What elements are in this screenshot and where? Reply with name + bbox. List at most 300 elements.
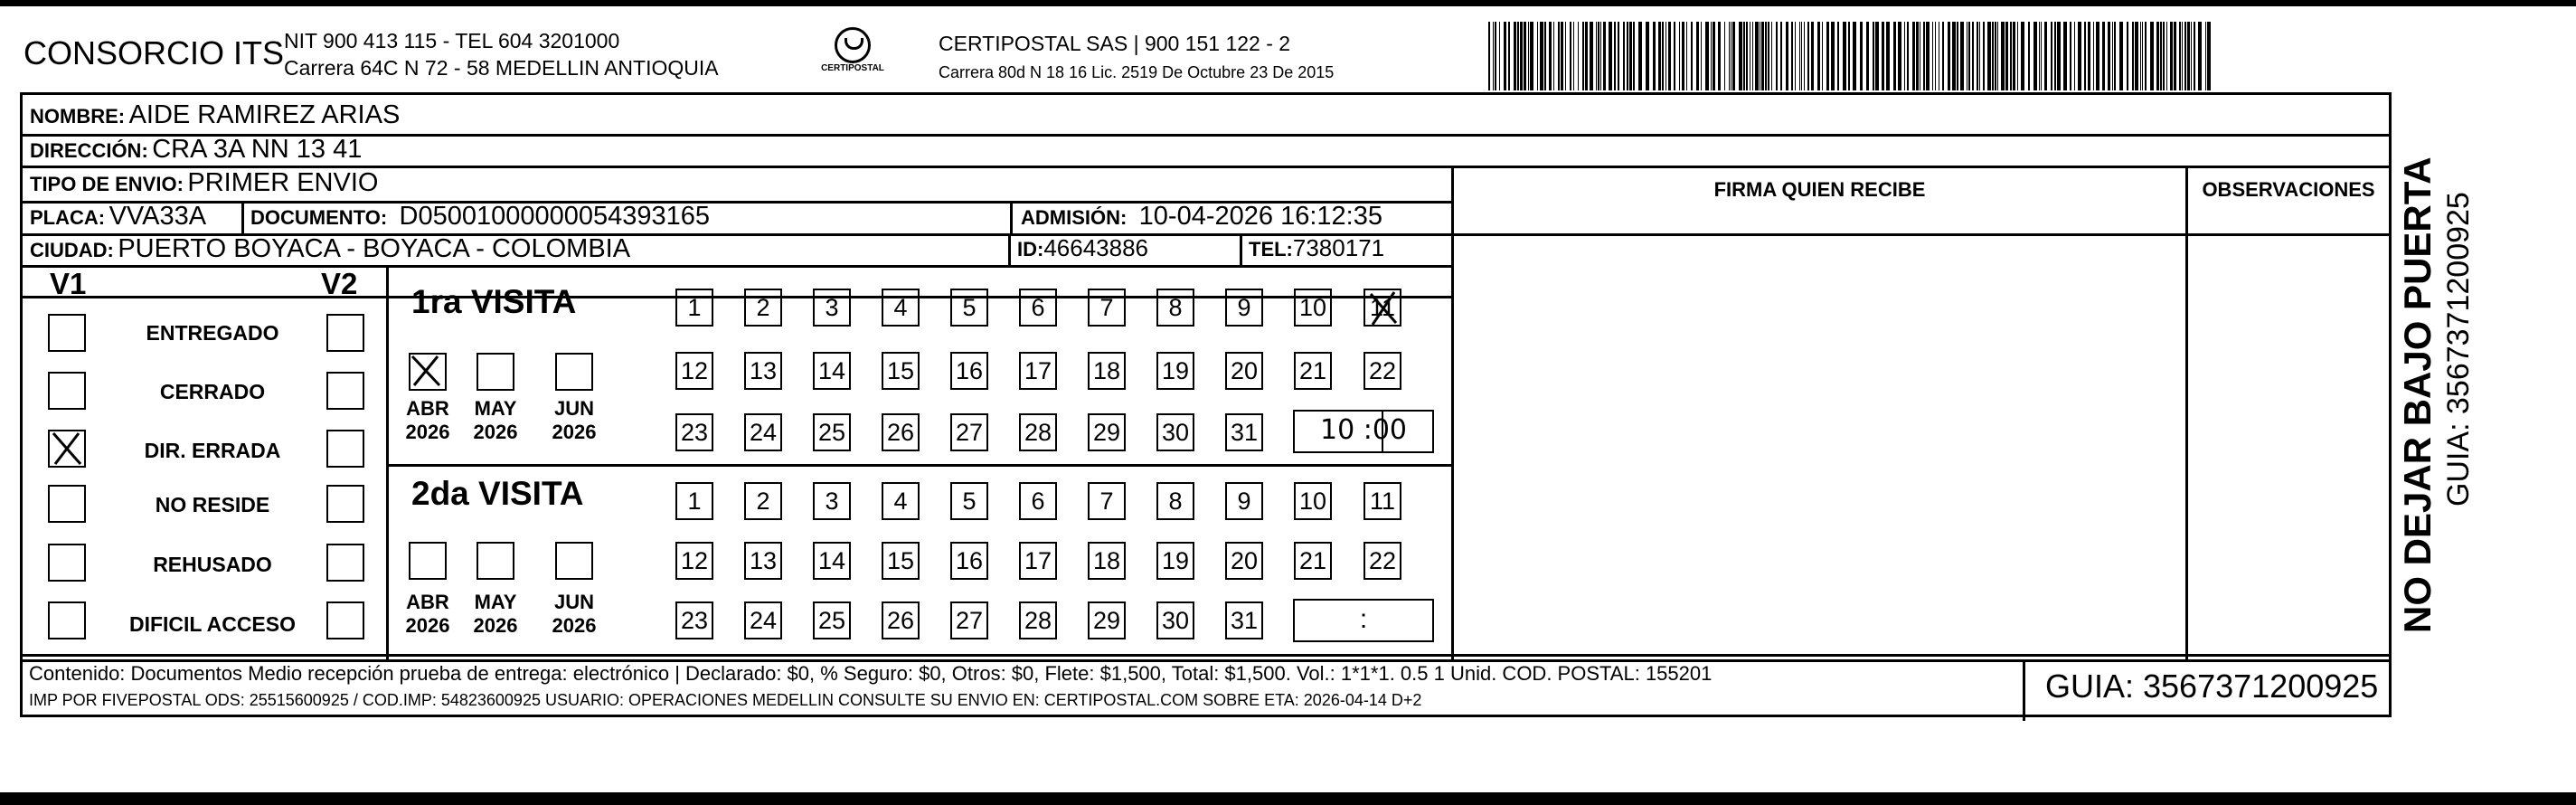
documento-field: DOCUMENTO: D05001000000054393165 xyxy=(250,202,711,231)
day-number: 5 xyxy=(962,488,977,515)
barcode-bar xyxy=(1565,22,1566,90)
barcode-bar xyxy=(1701,22,1702,90)
day-checkbox[interactable] xyxy=(813,352,851,390)
footer-guia: GUIA: 3567371200925 xyxy=(2045,668,2379,705)
barcode-bar xyxy=(1614,22,1616,90)
barcode-bar xyxy=(2096,22,2099,90)
status-v1-checkbox[interactable] xyxy=(48,430,86,468)
day-checkbox[interactable] xyxy=(744,542,782,580)
day-number: 21 xyxy=(1298,547,1327,574)
barcode-bar xyxy=(1679,22,1680,90)
day-number: 25 xyxy=(817,607,846,634)
barcode-bar xyxy=(1514,22,1516,90)
day-number: 27 xyxy=(955,419,984,446)
day-checkbox[interactable] xyxy=(950,289,988,327)
barcode-bar xyxy=(1987,22,1991,90)
day-checkbox[interactable] xyxy=(882,542,920,580)
day-number: 8 xyxy=(1168,488,1183,515)
barcode-bar xyxy=(1573,22,1574,90)
day-checkbox[interactable] xyxy=(1225,542,1263,580)
carrier-info xyxy=(939,29,1334,87)
barcode-bar xyxy=(2182,22,2183,90)
day-number: 6 xyxy=(1031,488,1045,515)
status-v2-checkbox[interactable] xyxy=(326,372,364,410)
barcode-bar xyxy=(1860,22,1863,90)
barcode-bar xyxy=(1623,22,1625,90)
barcode-bar xyxy=(2033,22,2037,90)
divider xyxy=(23,265,1451,268)
day-checkbox[interactable] xyxy=(1019,542,1057,580)
nombre-value: AIDE RAMIREZ ARIAS xyxy=(128,100,401,129)
day-number: 29 xyxy=(1092,419,1121,446)
day-checkbox[interactable] xyxy=(1363,352,1401,390)
day-checkbox[interactable] xyxy=(744,413,782,451)
barcode-bar xyxy=(2184,22,2186,90)
tipo-envio-field: TIPO DE ENVIO: PRIMER ENVIO xyxy=(30,168,379,197)
shipping-form xyxy=(20,92,2392,657)
barcode-bar xyxy=(1705,22,1709,90)
barcode-bar xyxy=(2145,22,2147,90)
day-number: 13 xyxy=(749,547,778,574)
barcode-bar xyxy=(1558,22,1560,90)
divider xyxy=(2185,166,2188,659)
documento-value: D05001000000054393165 xyxy=(399,202,711,231)
barcode-bar xyxy=(1553,22,1554,90)
barcode-bar xyxy=(1711,22,1712,90)
barcode-bar xyxy=(2017,22,2018,90)
day-checkbox[interactable] xyxy=(744,482,782,520)
day-checkbox[interactable] xyxy=(1225,601,1263,639)
company-nit: NIT 900 413 115 - TEL 604 3201000 xyxy=(284,29,620,52)
day-checkbox[interactable] xyxy=(1294,352,1332,390)
id-value: 46643886 xyxy=(1043,234,1149,261)
v1-header: V1 xyxy=(50,267,87,300)
day-number: 2 xyxy=(756,488,770,515)
barcode-bar xyxy=(1765,22,1767,90)
day-checkbox[interactable] xyxy=(1363,482,1401,520)
status-label: ENTREGADO xyxy=(146,321,279,345)
barcode-bar xyxy=(1935,22,1936,90)
logo-text: CERTIPOSTAL xyxy=(821,63,884,73)
day-checkbox[interactable] xyxy=(950,482,988,520)
day-number: 19 xyxy=(1161,547,1190,574)
firma-header: FIRMA QUIEN RECIBE xyxy=(1713,178,1926,201)
barcode-bar xyxy=(1530,22,1533,90)
barcode-bar xyxy=(2207,22,2211,90)
barcode-bar xyxy=(1629,22,1632,90)
day-number: 31 xyxy=(1230,607,1259,634)
visit1-time[interactable]: 10 :00 xyxy=(1293,410,1434,453)
day-checkbox[interactable] xyxy=(813,601,851,639)
barcode-bar xyxy=(1646,22,1649,90)
day-checkbox[interactable] xyxy=(1225,352,1263,390)
day-checkbox[interactable] xyxy=(950,413,988,451)
barcode-bar xyxy=(2150,22,2154,90)
month-name: MAY xyxy=(474,397,517,420)
barcode-bar xyxy=(1732,22,1735,90)
day-number: 13 xyxy=(749,357,778,384)
day-checkbox[interactable] xyxy=(1294,542,1332,580)
day-checkbox[interactable] xyxy=(675,601,713,639)
day-number: 7 xyxy=(1099,488,1114,515)
barcode-bar xyxy=(1804,22,1805,90)
day-number: 5 xyxy=(962,294,977,321)
day-number: 18 xyxy=(1092,357,1121,384)
day-number: 24 xyxy=(749,607,778,634)
status-v1-checkbox[interactable] xyxy=(48,314,86,352)
barcode-bar xyxy=(1882,22,1884,90)
month-year: 2026 xyxy=(552,614,597,637)
barcode-bar xyxy=(1957,22,1958,90)
top-border xyxy=(0,0,2576,6)
barcode-bar xyxy=(2028,22,2030,90)
barcode-bar xyxy=(1713,22,1715,90)
barcode-bar xyxy=(1582,22,1584,90)
barcode-bar xyxy=(2166,22,2167,90)
month-name: JUN xyxy=(553,397,594,420)
day-number: 28 xyxy=(1024,419,1052,446)
month-checkbox[interactable] xyxy=(409,542,447,580)
day-checkbox[interactable] xyxy=(744,601,782,639)
day-checkbox[interactable] xyxy=(1294,482,1332,520)
barcode-bar xyxy=(1508,22,1510,90)
day-checkbox[interactable] xyxy=(1088,289,1126,327)
day-checkbox[interactable] xyxy=(1156,542,1194,580)
barcode-bar xyxy=(2039,22,2040,90)
check-x-icon xyxy=(48,430,86,468)
barcode-bar xyxy=(1977,22,1978,90)
month-checkbox[interactable] xyxy=(477,542,514,580)
month-checkbox[interactable] xyxy=(555,353,593,391)
barcode-bar xyxy=(2044,22,2047,90)
day-number: 8 xyxy=(1168,294,1183,321)
barcode-bar xyxy=(1923,22,1925,90)
day-number: 23 xyxy=(680,419,709,446)
day-checkbox[interactable] xyxy=(1156,289,1194,327)
barcode-bar xyxy=(2187,22,2190,90)
day-checkbox[interactable] xyxy=(1225,413,1263,451)
month-year: 2026 xyxy=(405,421,450,443)
day-checkbox[interactable] xyxy=(1019,352,1057,390)
status-v2-checkbox[interactable] xyxy=(326,544,364,582)
barcode-bar xyxy=(2140,22,2141,90)
day-number: 9 xyxy=(1237,488,1251,515)
direccion-field: DIRECCIÓN: CRA 3A NN 13 41 xyxy=(30,135,363,164)
day-checkbox[interactable] xyxy=(882,601,920,639)
day-checkbox[interactable] xyxy=(1088,601,1126,639)
check-x-icon xyxy=(1363,289,1401,327)
side-guia: GUIA: 3567371200925 xyxy=(2441,192,2476,507)
day-number: 30 xyxy=(1161,419,1190,446)
month-checkbox[interactable] xyxy=(409,353,447,391)
barcode-bar xyxy=(1907,22,1909,90)
month-checkbox[interactable] xyxy=(555,542,593,580)
barcode-bar xyxy=(2205,22,2206,90)
barcode-bar xyxy=(1658,22,1661,90)
day-checkbox[interactable] xyxy=(675,413,713,451)
barcode-bar xyxy=(1873,22,1874,90)
barcode-bar xyxy=(1600,22,1601,90)
divider xyxy=(386,265,389,659)
barcode-bar xyxy=(1893,22,1896,90)
barcode-bar xyxy=(1570,22,1571,90)
month-year: 2026 xyxy=(473,614,518,637)
barcode-bar xyxy=(1674,22,1675,90)
day-number: 4 xyxy=(893,294,908,321)
day-checkbox[interactable] xyxy=(1088,352,1126,390)
month-name: ABR xyxy=(406,397,449,420)
day-checkbox[interactable] xyxy=(1156,482,1194,520)
day-checkbox[interactable] xyxy=(1088,482,1126,520)
day-number: 20 xyxy=(1230,357,1259,384)
day-checkbox[interactable] xyxy=(1363,289,1401,327)
barcode-bar xyxy=(1837,22,1839,90)
barcode-bar xyxy=(1682,22,1684,90)
day-number: 25 xyxy=(817,419,846,446)
ciudad-value: PUERTO BOYACA - BOYACA - COLOMBIA xyxy=(118,234,631,263)
day-checkbox[interactable] xyxy=(675,482,713,520)
barcode-bar xyxy=(2135,22,2138,90)
barcode-bar xyxy=(1638,22,1642,90)
barcode-bar xyxy=(1504,22,1506,90)
barcode-bar xyxy=(1886,22,1890,90)
day-checkbox[interactable] xyxy=(1088,542,1126,580)
day-number: 14 xyxy=(817,357,846,384)
status-label: DIR. ERRADA xyxy=(144,439,281,462)
barcode-bar xyxy=(1537,22,1538,90)
barcode-bar xyxy=(1653,22,1656,90)
barcode-bar xyxy=(1853,22,1856,90)
day-number: 21 xyxy=(1298,357,1327,384)
placa-value: VVA33A xyxy=(109,202,207,231)
month-label xyxy=(464,591,527,638)
barcode-bar xyxy=(1603,22,1606,90)
day-checkbox[interactable] xyxy=(950,542,988,580)
barcode-bar xyxy=(1916,22,1919,90)
barcode-bar xyxy=(1983,22,1985,90)
barcode-bar xyxy=(1590,22,1593,90)
barcode-bar xyxy=(1618,22,1619,90)
day-number: 26 xyxy=(886,607,915,634)
admision-value: 10-04-2026 16:12:35 xyxy=(1138,202,1382,231)
day-checkbox[interactable] xyxy=(1019,413,1057,451)
barcode-bar xyxy=(2021,22,2024,90)
barcode-bar xyxy=(1761,22,1764,90)
company-info xyxy=(284,27,719,81)
barcode-bar xyxy=(1585,22,1588,90)
barcode-bar xyxy=(1780,22,1782,90)
barcode-bar xyxy=(1549,22,1552,90)
day-checkbox[interactable] xyxy=(1019,601,1057,639)
day-checkbox[interactable] xyxy=(813,413,851,451)
day-checkbox[interactable] xyxy=(882,289,920,327)
day-checkbox[interactable] xyxy=(813,542,851,580)
day-number: 10 xyxy=(1298,488,1327,515)
barcode-bar xyxy=(1524,22,1526,90)
day-checkbox[interactable] xyxy=(813,289,851,327)
day-checkbox[interactable] xyxy=(1156,601,1194,639)
barcode-bar xyxy=(1875,22,1879,90)
day-number: 19 xyxy=(1161,357,1190,384)
barcode-bar xyxy=(2108,22,2110,90)
barcode-bar xyxy=(1696,22,1699,90)
ciudad-field: CIUDAD: PUERTO BOYACA - BOYACA - COLOMBIA xyxy=(30,234,631,263)
barcode-bar xyxy=(1968,22,1970,90)
month-checkbox[interactable] xyxy=(477,353,514,391)
barcode-bar xyxy=(2163,22,2165,90)
barcode-bar xyxy=(1811,22,1814,90)
month-label xyxy=(396,591,459,638)
id-field: ID:46643886 xyxy=(1017,234,1149,261)
footer-contenido: Contenido: Documentos Medio recepción prueba de entrega: electrónico | Declarado: $0, % Seguro: $0, Otros: $0, Flete: $1,500, Total: $1,500. Vol.: 1*1*1. 0.5 1 Unid. COD. POSTAL: 155201 xyxy=(29,662,1713,685)
barcode-bar xyxy=(1866,22,1869,90)
status-v1-checkbox[interactable] xyxy=(48,485,86,523)
check-x-icon xyxy=(409,353,447,391)
day-number: 18 xyxy=(1092,547,1121,574)
barcode-bar xyxy=(1848,22,1850,90)
divider xyxy=(386,464,1451,467)
day-checkbox[interactable] xyxy=(675,289,713,327)
barcode-bar xyxy=(1807,22,1809,90)
day-number: 1 xyxy=(687,488,702,515)
day-checkbox[interactable] xyxy=(1294,289,1332,327)
barcode-bar xyxy=(2194,22,2195,90)
status-v2-checkbox[interactable] xyxy=(326,485,364,523)
barcode-bar xyxy=(1843,22,1846,90)
barcode-bar xyxy=(2078,22,2081,90)
barcode-bar xyxy=(2041,22,2042,90)
barcode-bar xyxy=(1904,22,1905,90)
day-checkbox[interactable] xyxy=(1225,482,1263,520)
day-number: 6 xyxy=(1031,294,1045,321)
barcode-bar xyxy=(1932,22,1933,90)
barcode-bar xyxy=(2156,22,2159,90)
barcode-bar xyxy=(2010,22,2012,90)
observaciones-header: OBSERVACIONES xyxy=(2202,178,2375,201)
day-number: 20 xyxy=(1230,547,1259,574)
day-checkbox[interactable] xyxy=(813,482,851,520)
day-number: 27 xyxy=(955,607,984,634)
nombre-field: NOMBRE: AIDE RAMIREZ ARIAS xyxy=(30,100,401,129)
day-number: 23 xyxy=(680,607,709,634)
day-checkbox[interactable] xyxy=(1088,413,1126,451)
status-v2-checkbox[interactable] xyxy=(326,601,364,639)
day-checkbox[interactable] xyxy=(1363,542,1401,580)
month-year: 2026 xyxy=(552,421,597,443)
month-label xyxy=(543,397,606,444)
barcode-bar xyxy=(1912,22,1915,90)
barcode-bar xyxy=(1831,22,1835,90)
month-year: 2026 xyxy=(405,614,450,637)
divider xyxy=(1010,203,1013,234)
month-label xyxy=(396,397,459,444)
day-checkbox[interactable] xyxy=(950,601,988,639)
status-v2-checkbox[interactable] xyxy=(326,314,364,352)
day-checkbox[interactable] xyxy=(1019,289,1057,327)
barcode-bar xyxy=(2093,22,2094,90)
barcode-bar xyxy=(1493,22,1494,90)
tel-field: TEL:7380171 xyxy=(1249,234,1385,261)
day-checkbox[interactable] xyxy=(675,542,713,580)
status-label: NO RESIDE xyxy=(155,493,270,516)
barcode-bar xyxy=(1795,22,1796,90)
barcode-bar xyxy=(2013,22,2015,90)
visit1-title: 1ra VISITA xyxy=(411,283,577,320)
barcode-bar xyxy=(1598,22,1599,90)
barcode-bar xyxy=(1771,22,1772,90)
day-checkbox[interactable] xyxy=(744,289,782,327)
barcode-bar xyxy=(1752,22,1753,90)
footer-impresion: IMP POR FIVEPOSTAL ODS: 25515600925 / COD.IMP: 54823600925 USUARIO: OPERACIONES MEDELLIN CONSULTE SU ENVIO EN: CERTIPOSTAL.COM SOBRE ETA: 2026-04-14 D+2 xyxy=(29,691,1422,709)
barcode-bar xyxy=(2170,22,2173,90)
barcode-bar xyxy=(1768,22,1769,90)
barcode-bar xyxy=(1578,22,1579,90)
status-v1-checkbox[interactable] xyxy=(48,601,86,639)
barcode-bar xyxy=(1960,22,1964,90)
barcode-bar xyxy=(1791,22,1793,90)
barcode-bar xyxy=(1995,22,1996,90)
day-checkbox[interactable] xyxy=(744,352,782,390)
day-number: 1 xyxy=(687,294,702,321)
day-checkbox[interactable] xyxy=(1156,352,1194,390)
barcode-bar xyxy=(1776,22,1778,90)
day-number: 16 xyxy=(955,357,984,384)
day-number: 7 xyxy=(1099,294,1114,321)
day-number: 26 xyxy=(886,419,915,446)
divider xyxy=(1240,235,1242,265)
visit2-time[interactable]: : xyxy=(1293,599,1434,642)
barcode-bar xyxy=(1544,22,1546,90)
barcode-bar xyxy=(1561,22,1563,90)
barcode-bar xyxy=(2102,22,2105,90)
day-number: 17 xyxy=(1024,547,1052,574)
status-v2-checkbox[interactable] xyxy=(326,430,364,468)
tipo-envio-value: PRIMER ENVIO xyxy=(187,168,379,197)
barcode-bar xyxy=(1739,22,1742,90)
barcode-bar xyxy=(1972,22,1974,90)
day-checkbox[interactable] xyxy=(675,352,713,390)
day-number: 2 xyxy=(756,294,770,321)
status-v1-checkbox[interactable] xyxy=(48,544,86,582)
barcode-bar xyxy=(1596,22,1597,90)
barcode-bar xyxy=(1691,22,1693,90)
month-year: 2026 xyxy=(473,421,518,443)
status-v1-checkbox[interactable] xyxy=(48,372,86,410)
barcode-bar xyxy=(2198,22,2202,90)
barcode-bar xyxy=(1520,22,1523,90)
barcode-bar xyxy=(1627,22,1628,90)
day-number: 11 xyxy=(1369,294,1396,321)
day-checkbox[interactable] xyxy=(882,482,920,520)
barcode-bar xyxy=(2160,22,2162,90)
day-checkbox[interactable] xyxy=(882,413,920,451)
month-name: MAY xyxy=(474,591,517,613)
day-checkbox[interactable] xyxy=(1225,289,1263,327)
barcode-bar xyxy=(1540,22,1543,90)
day-checkbox[interactable] xyxy=(950,352,988,390)
barcode-bar xyxy=(1822,22,1823,90)
day-number: 4 xyxy=(893,488,908,515)
day-checkbox[interactable] xyxy=(1019,482,1057,520)
barcode-bar xyxy=(2119,22,2123,90)
barcode-bar xyxy=(2084,22,2086,90)
day-number: 10 xyxy=(1298,294,1327,321)
day-checkbox[interactable] xyxy=(882,352,920,390)
month-label xyxy=(464,397,527,444)
day-checkbox[interactable] xyxy=(1156,413,1194,451)
day-number: 16 xyxy=(955,547,984,574)
barcode-bar xyxy=(2051,22,2052,90)
